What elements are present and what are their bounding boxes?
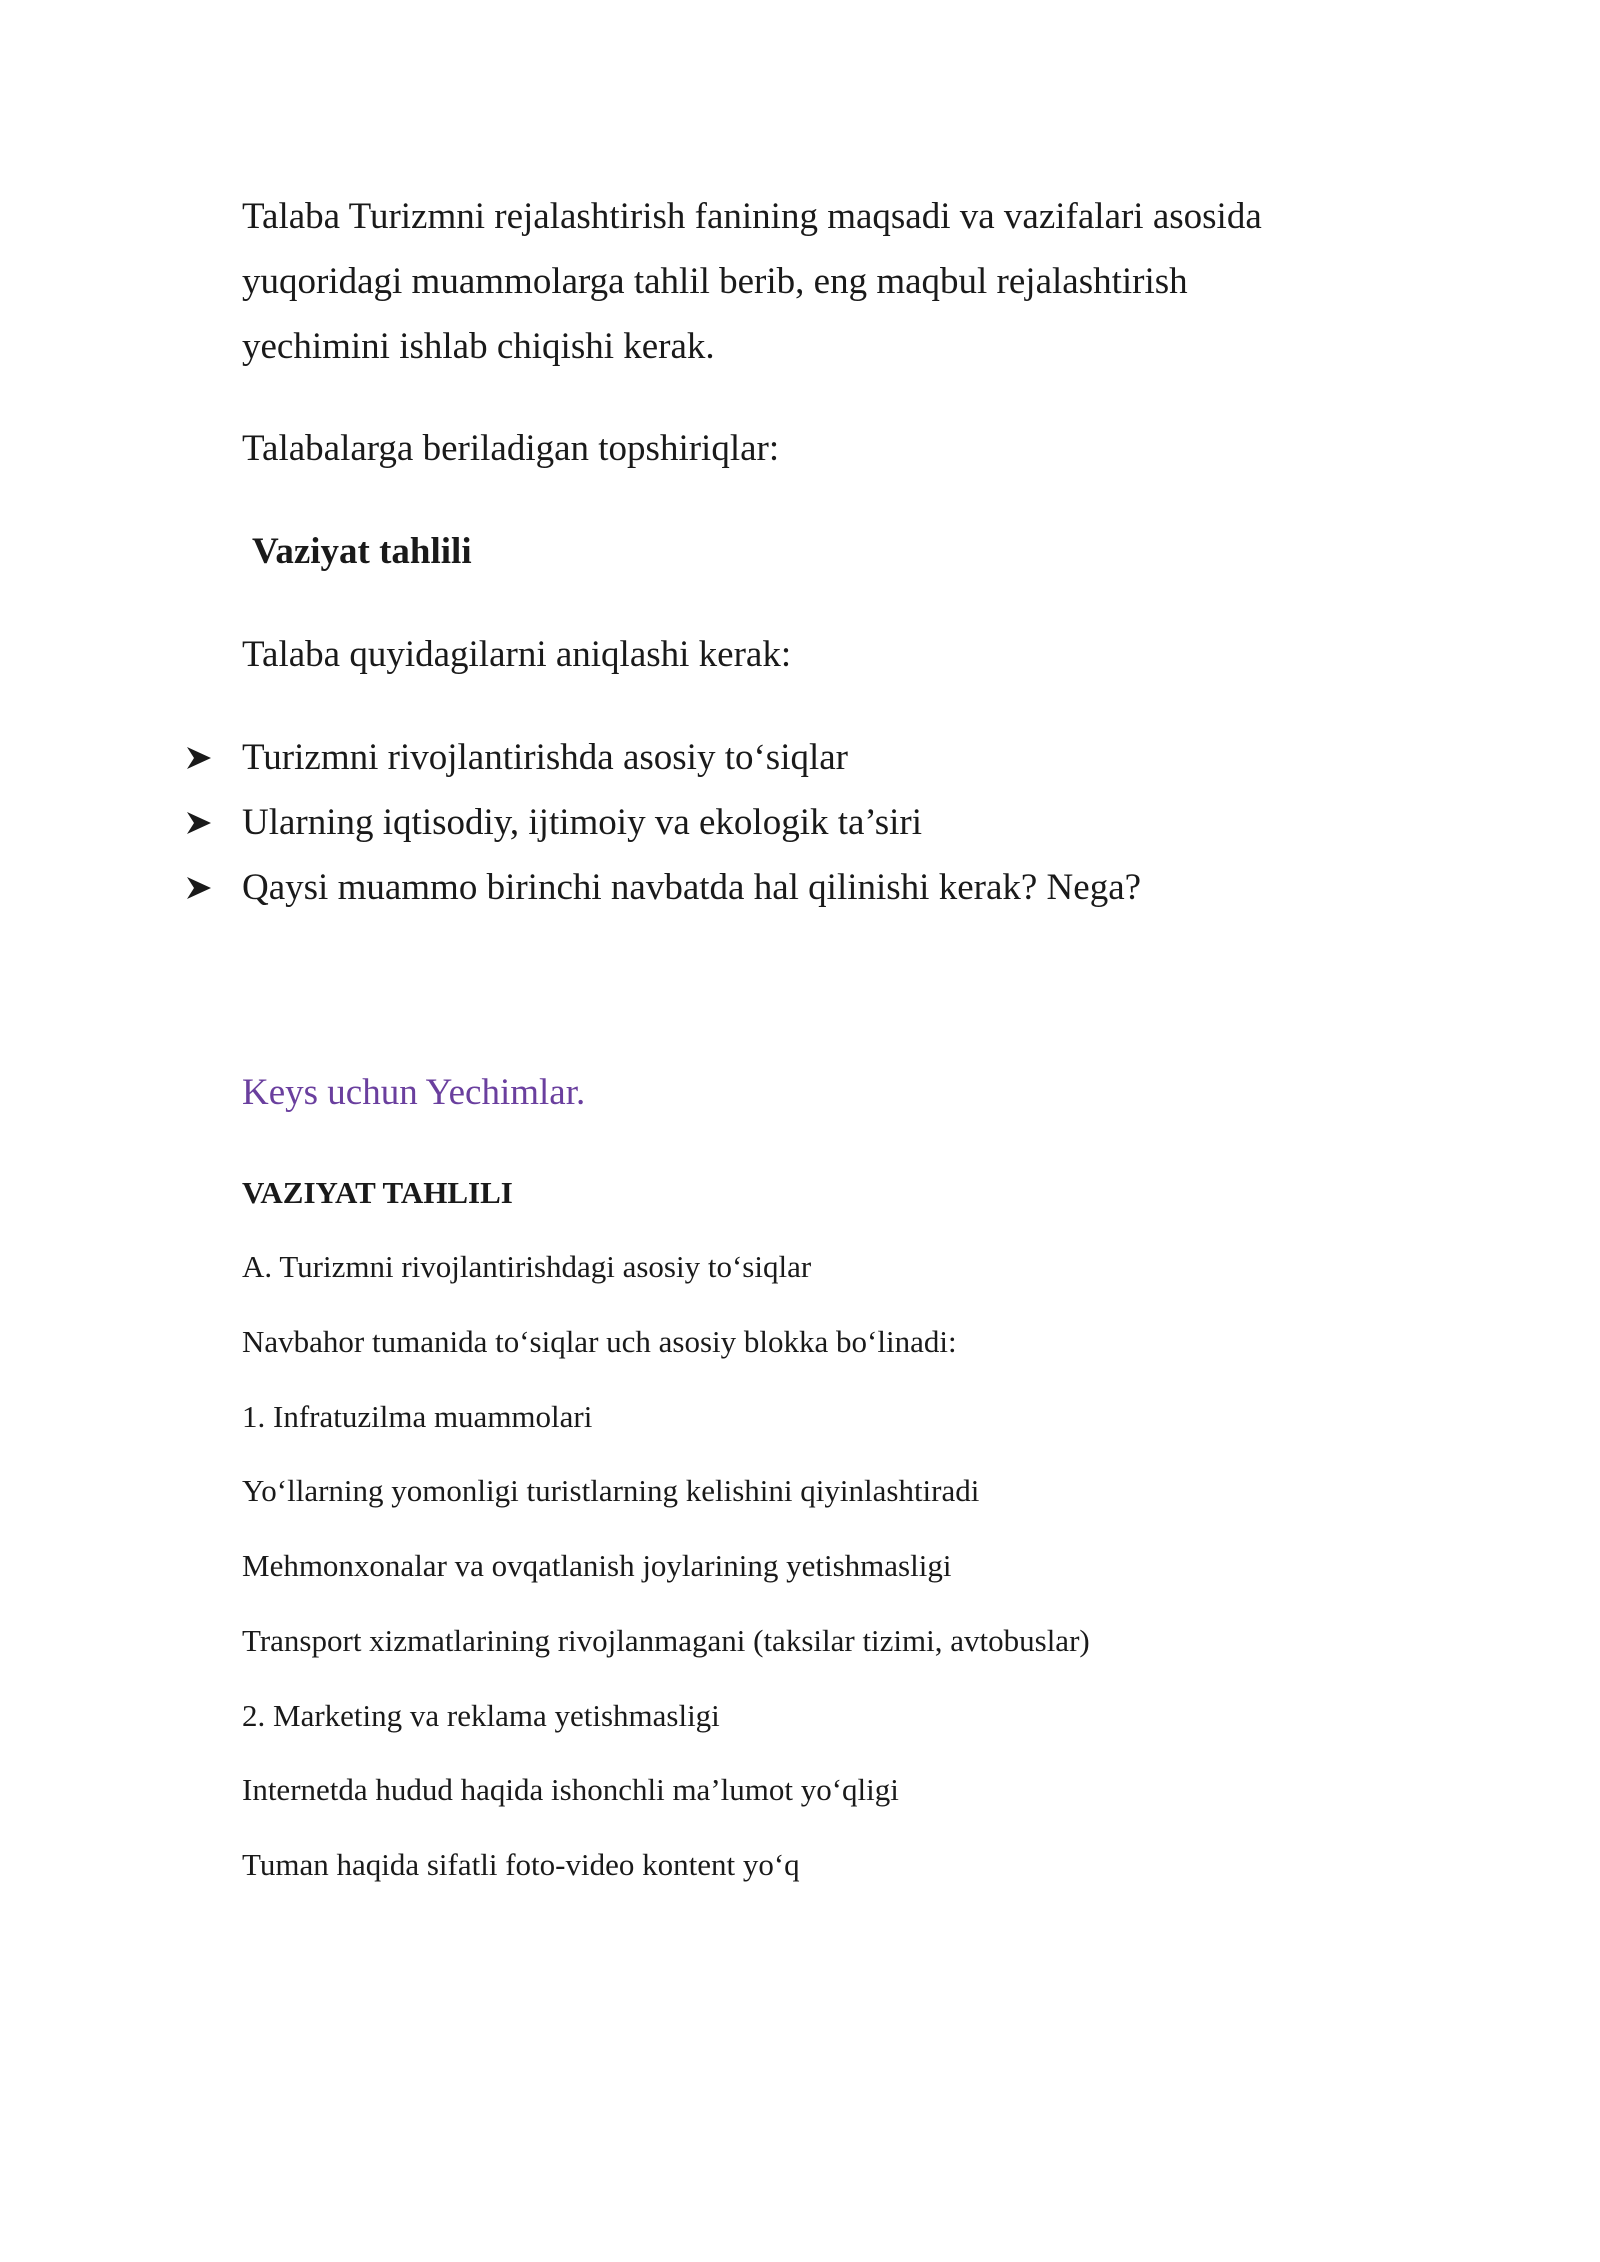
tasks-label: Talabalarga beriladigan topshiriqlar: bbox=[242, 428, 780, 469]
analysis-paragraph: Tuman haqida sifatli foto-video kontent yo‘q bbox=[242, 1847, 800, 1882]
analysis-paragraph: Transport xizmatlarining rivojlanmagani (taksilar tizimi, avtobuslar) bbox=[242, 1623, 1090, 1658]
bullet-item bbox=[186, 739, 848, 776]
section-heading: Vaziyat tahlili bbox=[252, 531, 472, 572]
analysis-subheading: A. Turizmni rivojlantirishdagi asosiy to‘siqlar bbox=[242, 1249, 812, 1284]
bullet-item bbox=[186, 804, 922, 841]
arrowhead-bullet-icon bbox=[186, 746, 242, 770]
arrowhead-bullet-icon bbox=[186, 876, 242, 900]
arrowhead-bullet-icon bbox=[186, 811, 242, 835]
analysis-paragraph: Navbahor tumanida to‘siqlar uch asosiy blokka bo‘linadi: bbox=[242, 1324, 957, 1359]
analysis-paragraph: Yo‘llarning yomonligi turistlarning kelishini qiyinlashtiradi bbox=[242, 1473, 980, 1508]
intro-line-3: yechimini ishlab chiqishi kerak. bbox=[242, 326, 715, 367]
solutions-title: Keys uchun Yechimlar. bbox=[242, 1072, 586, 1113]
bullet-item bbox=[186, 869, 1141, 906]
bullet-text: Qaysi muammo birinchi navbatda hal qilinishi kerak? Nega? bbox=[242, 867, 1142, 908]
analysis-numbered-heading: 2. Marketing va reklama yetishmasligi bbox=[242, 1698, 720, 1733]
bullet-text: Ularning iqtisodiy, ijtimoiy va ekologik ta’siri bbox=[242, 802, 922, 843]
analysis-paragraph: Mehmonxonalar va ovqatlanish joylarining yetishmasligi bbox=[242, 1548, 952, 1583]
intro-line-1: Talaba Turizmni rejalashtirish fanining maqsadi va vazifalari asosida bbox=[242, 196, 1262, 237]
intro-line-2: yuqoridagi muammolarga tahlil berib, eng maqbul rejalashtirish bbox=[242, 261, 1188, 302]
analysis-paragraph: Internetda hudud haqida ishonchli ma’lumot yo‘qligi bbox=[242, 1772, 899, 1807]
bullet-text: Turizmni rivojlantirishda asosiy to‘siqlar bbox=[242, 737, 849, 778]
analysis-heading: VAZIYAT TAHLILI bbox=[242, 1175, 513, 1210]
determine-label: Talaba quyidagilarni aniqlashi kerak: bbox=[242, 634, 792, 675]
analysis-numbered-heading: 1. Infratuzilma muammolari bbox=[242, 1399, 593, 1434]
